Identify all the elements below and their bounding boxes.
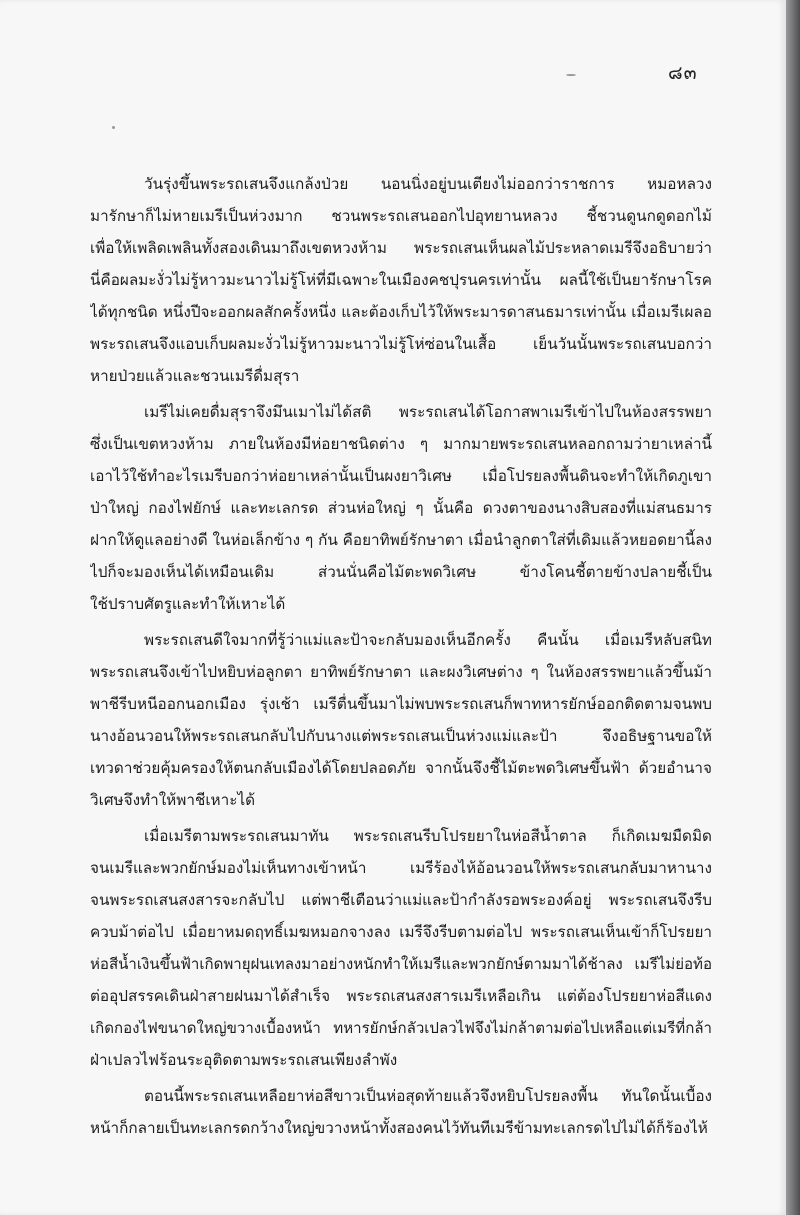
paragraph-3-line-3: พาชีรีบหนีออกนอกเมือง รุ่งเช้า เมรีตื่นขึ้นมาไม่พบพระรถเสนก็พาทหารยักษ์ออกติดตามจนพบ [90, 695, 712, 713]
paragraph-4-line-7: เกิดกองไฟขนาดใหญ่ขวางเบื้องหน้า ทหารยักษ์กลัวเปลวไฟจึงไม่กล้าตามต่อไปเหลือแต่เมรีที่กล้า [90, 1019, 712, 1037]
scan-speck [566, 74, 576, 76]
paragraph-4-line-2: จนเมรีและพวกยักษ์มองไม่เห็นทางเข้าหน้า เมรีร้องไห้อ้อนวอนให้พระรถเสนกลับมาหานาง [90, 859, 712, 877]
paragraph-4-line-4: ควบม้าต่อไป เมื่อยาหมดฤทธิ์เมฆหมอกจางลง เมรีจึงรีบตามต่อไป พระรถเสนเห็นเข้าก็โปรยยา [90, 923, 712, 941]
paragraph-5-line-1: ตอนนี้พระรถเสนเหลือยาห่อสีขาวเป็นห่อสุดท้ายแล้วจึงหยิบโปรยลงพื้น ทันใดนั้นเบื้อง [144, 1087, 712, 1105]
paragraph-4-line-5: ห่อสีน้ำเงินขึ้นฟ้าเกิดพายุฝนเทลงมาอย่างหนักทำให้เมรีและพวกยักษ์ตามมาได้ช้าลง เมรีไม่ย่อท้อ [90, 955, 712, 973]
page-number: ๘๓ [668, 62, 698, 84]
paragraph-2-line-4: ป่าใหญ่ กองไฟยักษ์ และทะเลกรด ส่วนห่อใหญ่ ๆ นั้นคือ ดวงตาของนางสิบสองที่แม่สนธมาร [90, 499, 712, 517]
paragraph-3-line-2: พระรถเสนจึงเข้าไปหยิบห่อลูกตา ยาทิพย์รักษาตา และผงวิเศษต่าง ๆ ในห้องสรรพยาแล้วขึ้นม้า [90, 663, 712, 681]
paragraph-1-line-7: หายป่วยแล้วและชวนเมรีดื่มสุรา [90, 367, 300, 385]
paragraph-1-line-2: มารักษาก็ไม่หายเมรีเป็นห่วงมาก ชวนพระรถเสนออกไปอุทยานหลวง ชี้ชวนดูนกดูดอกไม้ [90, 207, 712, 225]
paragraph-2-line-6: ไปก็จะมองเห็นได้เหมือนเดิม ส่วนนั่นคือไม้ตะพดวิเศษ ข้างโคนชี้ตายข้างปลายชี้เป็น [90, 563, 712, 581]
body-text [90, 168, 712, 1144]
paragraph-5-line-2: หน้าก็กลายเป็นทะเลกรดกว้างใหญ่ขวางหน้าทั้งสองคนไว้ทันทีเมรีข้ามทะเลกรดไปไม่ได้ก็ร้องไห้ [90, 1119, 708, 1137]
paragraph-1-line-4: นี่คือผลมะงั่วไม่รู้หาวมะนาวไม่รู้โห่ที่มีเฉพาะในเมืองคชปุรนครเท่านั้น ผลนี้ใช้เป็นยารักษาโรค [90, 271, 712, 289]
page-edge-shadow [786, 0, 800, 1215]
paragraph-2-line-5: ฝากให้ดูแลอย่างดี ในห่อเล็กข้าง ๆ กัน คือยาทิพย์รักษาตา เมื่อนำลูกตาใส่ที่เดิมแล้วหยอดยานี้ลง [90, 531, 712, 549]
paragraph-1-line-3: เพื่อให้เพลิดเพลินทั้งสองเดินมาถึงเขตหวงห้าม พระรถเสนเห็นผลไม้ประหลาดเมรีจึงอธิบายว่า [90, 239, 712, 257]
paragraph-4-line-3: จนพระรถเสนสงสารจะกลับไป แต่พาชีเตือนว่าแม่และป้ากำลังรอพระองค์อยู่ พระรถเสนจึงรีบ [90, 891, 712, 909]
paragraph-3-line-1: พระรถเสนดีใจมากที่รู้ว่าแม่และป้าจะกลับมองเห็นอีกครั้ง คืนนั้น เมื่อเมรีหลับสนิท [144, 631, 712, 649]
paragraph-2-line-2: ซึ่งเป็นเขตหวงห้าม ภายในห้องมีห่อยาชนิดต่าง ๆ มากมายพระรถเสนหลอกถามว่ายาเหล่านี้ [90, 435, 712, 453]
paragraph-2-line-1: เมรีไม่เคยดื่มสุราจึงมึนเมาไม่ได้สติ พระรถเสนได้โอกาสพาเมรีเข้าไปในห้องสรรพยา [144, 403, 712, 421]
paragraph-3-line-5: เทวดาช่วยคุ้มครองให้ตนกลับเมืองได้โดยปลอดภัย จากนั้นจึงชี้ไม้ตะพดวิเศษขึ้นฟ้า ด้วยอำนาจ [90, 759, 712, 777]
paragraph-3-line-6: วิเศษจึงทำให้พาชีเหาะได้ [90, 791, 256, 809]
paragraph-4-line-6: ต่ออุปสรรคเดินฝ่าสายฝนมาได้สำเร็จ พระรถเสนสงสารเมรีเหลือเกิน แต่ต้องโปรยยาห่อสีแดง [90, 987, 712, 1005]
scan-speck [112, 126, 115, 129]
paragraph-3-line-4: นางอ้อนวอนให้พระรถเสนกลับไปกับนางแต่พระรถเสนเป็นห่วงแม่และป้า จึงอธิษฐานขอให้ [90, 727, 712, 745]
paragraph-1-line-5: ได้ทุกชนิด หนึ่งปีจะออกผลสักครั้งหนึ่ง และต้องเก็บไว้ให้พระมารดาสนธมารเท่านั้น เมื่อเมรีเผลอ [90, 303, 712, 321]
paragraph-4-line-8: ฝ่าเปลวไฟร้อนระอุติดตามพระรถเสนเพียงลำพัง [90, 1051, 398, 1069]
paragraph-1-line-6: พระรถเสนจึงแอบเก็บผลมะงั่วไม่รู้หาวมะนาวไม่รู้โห่ซ่อนในเสื้อ เย็นวันนั้นพระรถเสนบอกว่า [90, 335, 712, 353]
paragraph-1-line-1: วันรุ่งขึ้นพระรถเสนจึงแกล้งป่วย นอนนิ่งอยู่บนเตียงไม่ออกว่าราชการ หมอหลวง [144, 175, 712, 193]
paragraph-2-line-3: เอาไว้ใช้ทำอะไรเมรีบอกว่าห่อยาเหล่านั้นเป็นผงยาวิเศษ เมื่อโปรยลงพื้นดินจะทำให้เกิดภูเขา [90, 467, 712, 485]
paragraph-4-line-1: เมื่อเมรีตามพระรถเสนมาทัน พระรถเสนรีบโปรยยาในห่อสีน้ำตาล ก็เกิดเมฆมืดมิด [144, 827, 712, 845]
paragraph-2-line-7: ใช้ปราบศัตรูและทำให้เหาะได้ [90, 595, 286, 613]
